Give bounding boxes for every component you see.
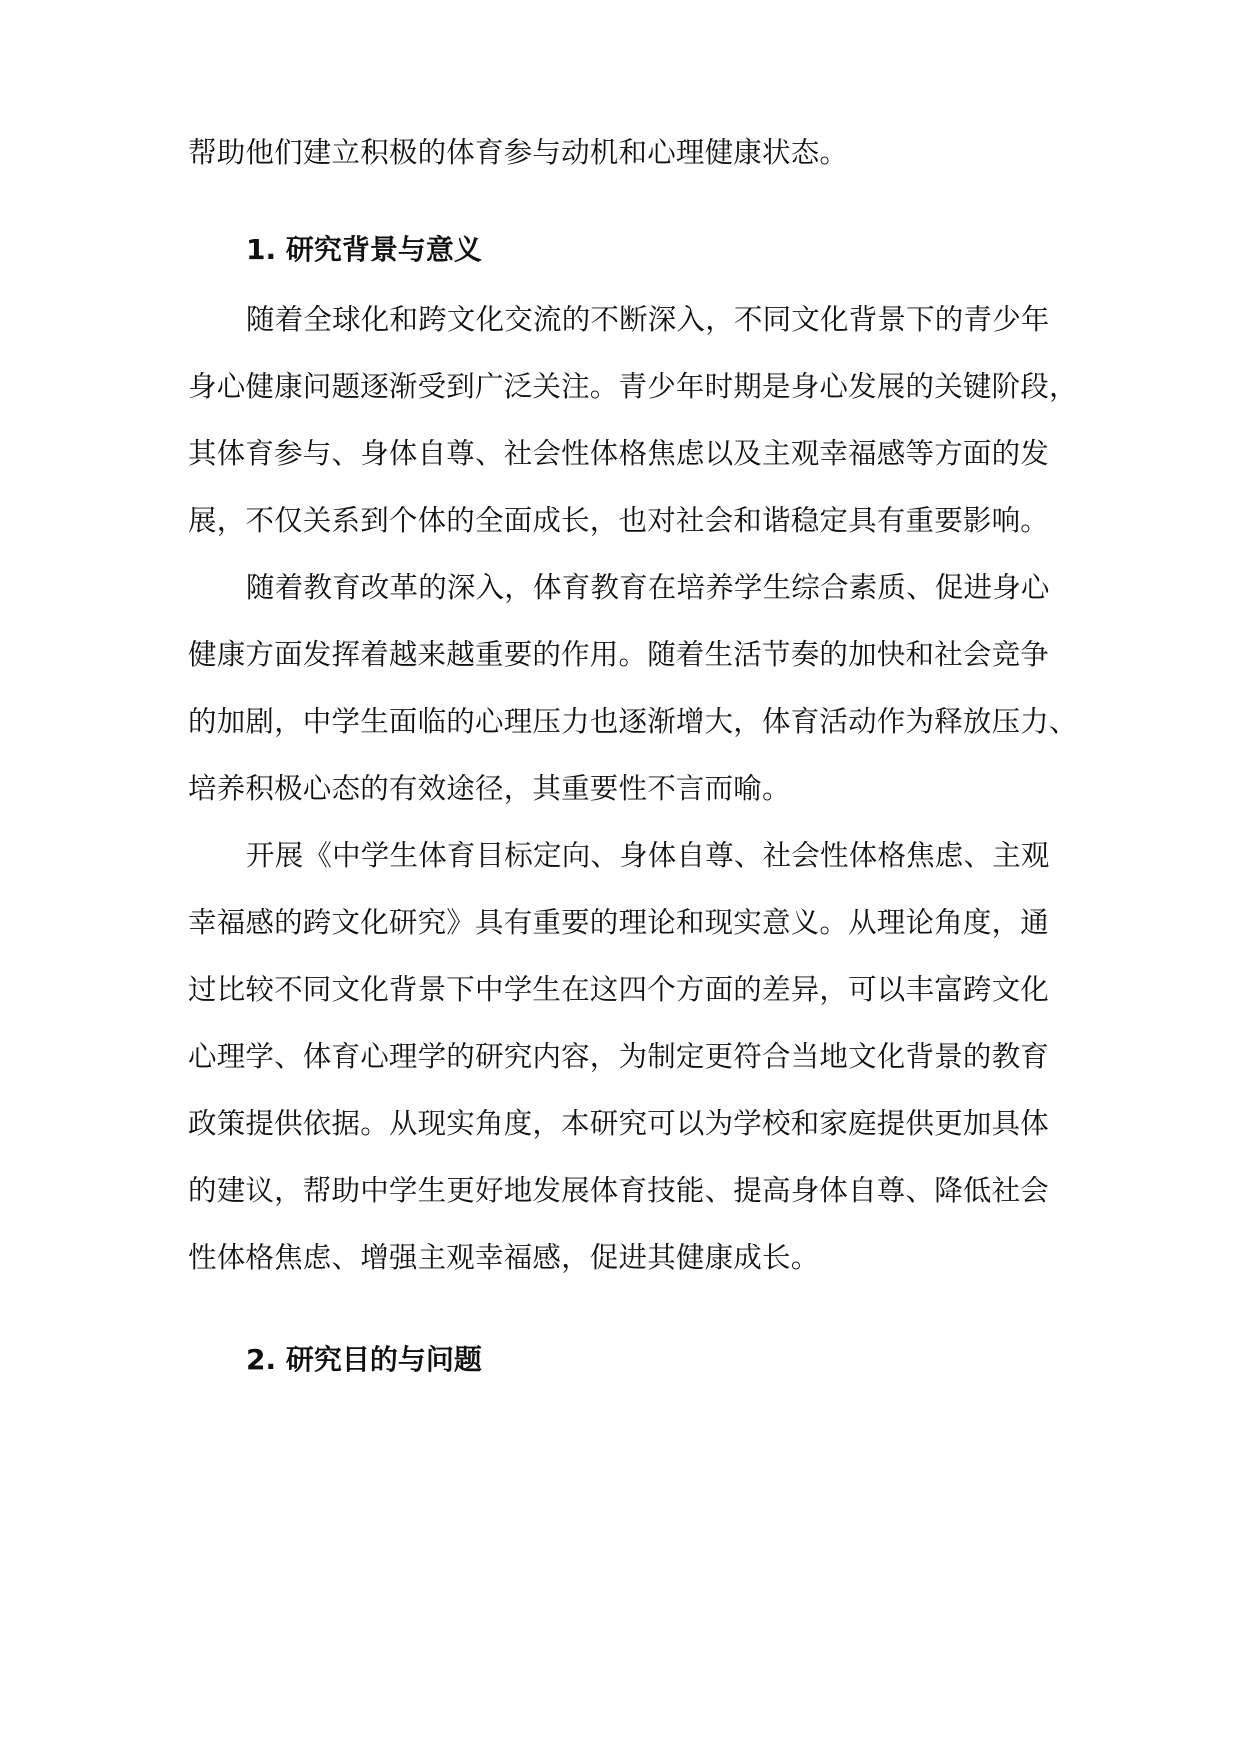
paragraph-line: 培养积极心态的有效途径，其重要性不言而喻。 [188, 772, 791, 805]
paragraph-line: 过比较不同文化背景下中学生在这四个方面的差异，可以丰富跨文化 [188, 973, 1050, 1006]
paragraph-line: 政策提供依据。从现实角度，本研究可以为学校和家庭提供更加具体 [188, 1107, 1050, 1140]
paragraph-line: 随着教育改革的深入，体育教育在培养学生综合素质、促进身心 [246, 571, 1050, 604]
paragraph-line: 幸福感的跨文化研究》具有重要的理论和现实意义。从理论角度，通 [188, 906, 1050, 939]
paragraph-line: 的建议，帮助中学生更好地发展体育技能、提高身体自尊、降低社会 [188, 1174, 1050, 1207]
paragraph-line: 开展《中学生体育目标定向、身体自尊、社会性体格焦虑、主观 [246, 839, 1050, 872]
section-heading-1: 1. 研究背景与意义 [246, 233, 482, 266]
paragraph-line: 其体育参与、身体自尊、社会性体格焦虑以及主观幸福感等方面的发 [188, 437, 1050, 470]
section-heading-2: 2. 研究目的与问题 [246, 1343, 482, 1376]
paragraph-line: 性体格焦虑、增强主观幸福感，促进其健康成长。 [188, 1241, 820, 1274]
paragraph-line: 心理学、体育心理学的研究内容，为制定更符合当地文化背景的教育 [188, 1040, 1050, 1073]
paragraph-line: 随着全球化和跨文化交流的不断深入，不同文化背景下的青少年 [246, 303, 1050, 336]
paragraph-line: 的加剧，中学生面临的心理压力也逐渐增大，体育活动作为释放压力、 [188, 705, 1078, 738]
paragraph-continuation-line: 帮助他们建立积极的体育参与动机和心理健康状态。 [188, 136, 849, 169]
paragraph-line: 身心健康问题逐渐受到广泛关注。青少年时期是身心发展的关键阶段， [188, 370, 1078, 403]
paragraph-line: 展，不仅关系到个体的全面成长，也对社会和谐稳定具有重要影响。 [188, 504, 1050, 537]
paragraph-line: 健康方面发挥着越来越重要的作用。随着生活节奏的加快和社会竞争 [188, 638, 1050, 671]
